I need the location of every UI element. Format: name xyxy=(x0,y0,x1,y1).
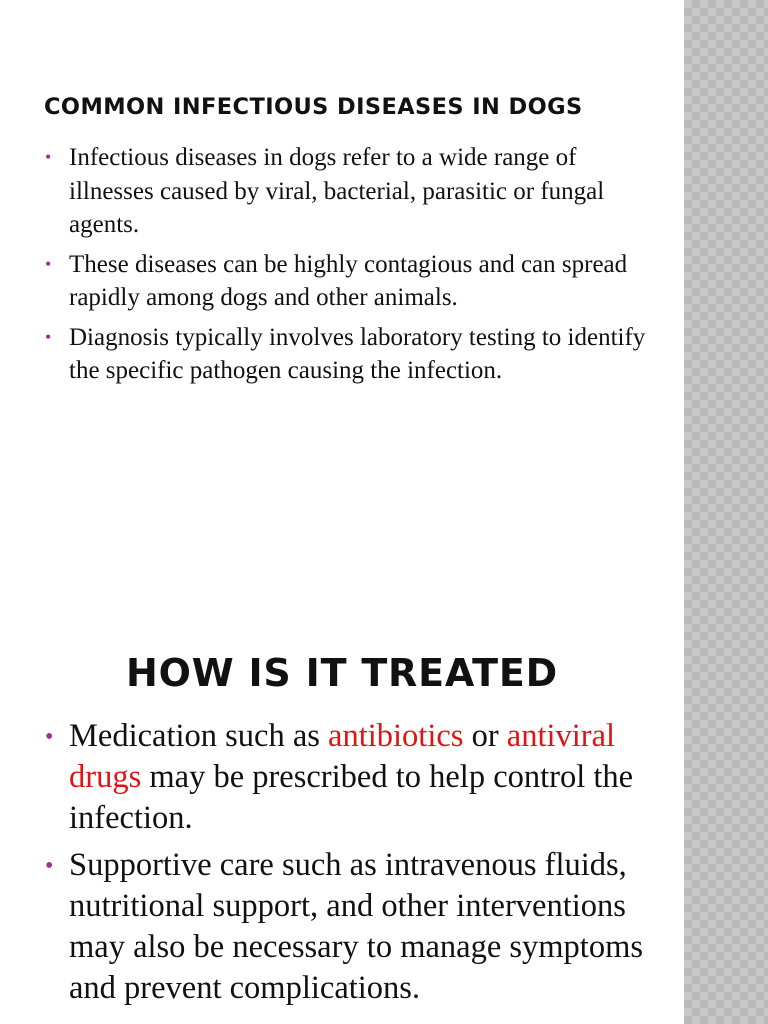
slide2-title: HOW IS IT TREATED xyxy=(126,651,558,695)
list-item xyxy=(45,716,659,839)
slide1-bullet-list xyxy=(45,141,649,394)
bullet-icon: • xyxy=(45,253,52,274)
bullet-icon: • xyxy=(45,326,52,347)
bullet-text: Supportive care such as intravenous fluids, nutritional support, and other interventions may also be necessary to manage symptoms and prevent complications. xyxy=(69,847,644,1006)
bullet-text: These diseases can be highly contagious and can spread rapidly among dogs and other animals. xyxy=(69,250,628,311)
bullet-icon: • xyxy=(45,853,54,879)
highlight-antiviral-drugs: antiviral drugs xyxy=(69,718,616,795)
highlight-antibiotics: antibiotics xyxy=(328,718,464,754)
decorative-side-panel xyxy=(684,0,768,1024)
bullet-icon: • xyxy=(45,724,54,750)
bullet-text: Infectious diseases in dogs refer to a wide range of illnesses caused by viral, bacterial, parasitic or fungal agents. xyxy=(69,144,605,238)
slide2-bullet-list xyxy=(45,716,659,1015)
bullet-text-part: may be prescribed to help control the infection. xyxy=(69,759,634,836)
list-item xyxy=(45,141,649,242)
bullet-icon: • xyxy=(45,147,52,167)
list-item xyxy=(45,248,649,315)
list-item xyxy=(45,845,659,1009)
slide1-title: COMMON INFECTIOUS DISEASES IN DOGS xyxy=(44,94,583,120)
bullet-text-part: Medication such as xyxy=(69,718,329,754)
bullet-text-part: or xyxy=(463,718,507,754)
list-item xyxy=(45,321,649,388)
bullet-text: Diagnosis typically involves laboratory testing to identify the specific pathogen causing the infection. xyxy=(69,323,646,384)
